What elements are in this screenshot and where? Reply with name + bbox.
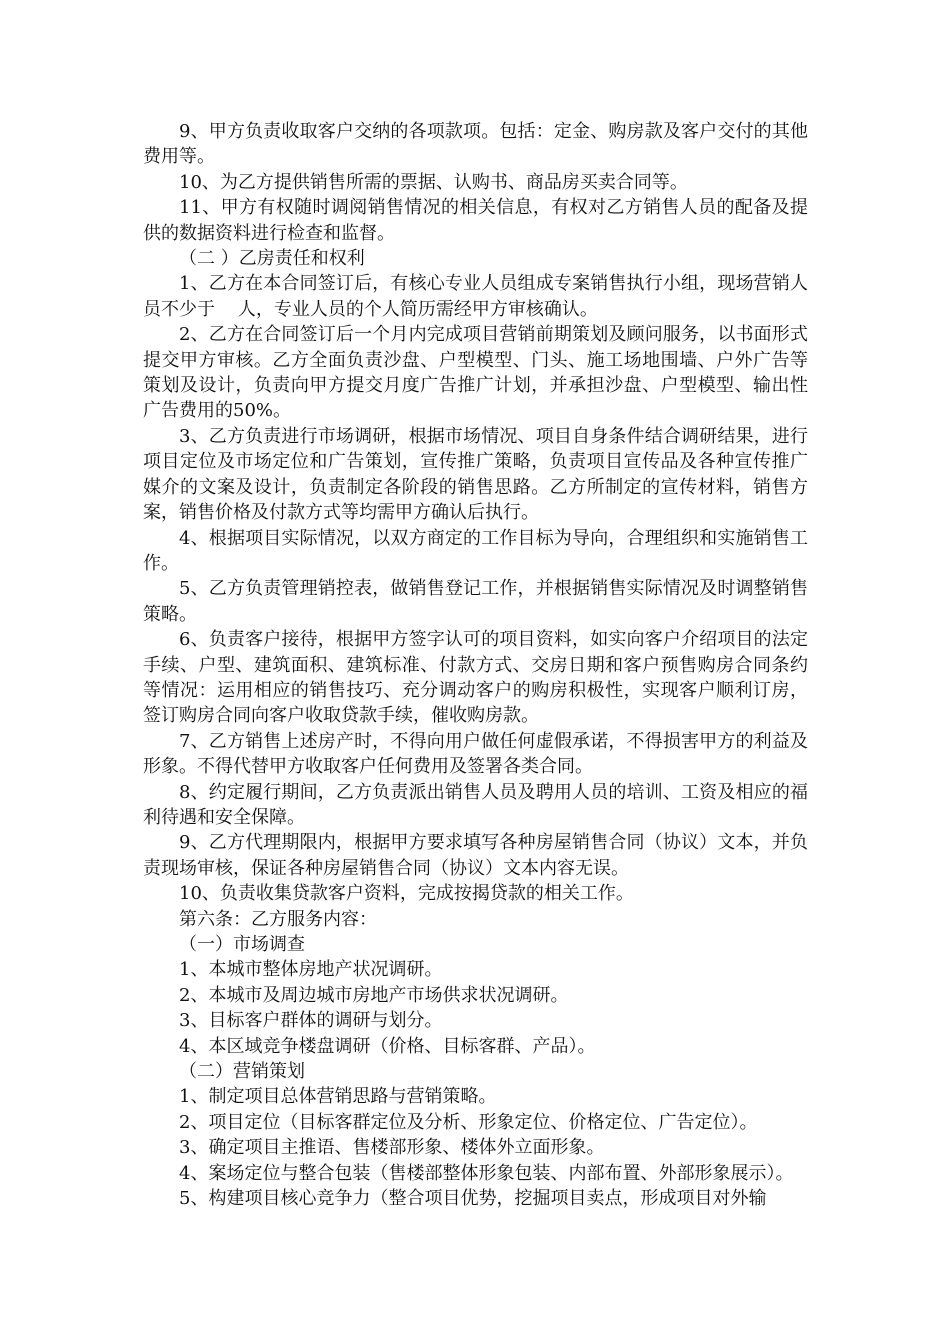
paragraph-b-clause-7: 7、乙方销售上述房产时，不得向用户做任何虚假承诺，不得损害甲方的利益及形象。不得代替甲方收取客户任何费用及签署各类合同。	[143, 730, 808, 778]
paragraph-b-clause-6: 6、负责客户接待，根据甲方签字认可的项目资料，如实向客户介绍项目的法定手续、户型、建筑面积、建筑标准、付款方式、交房日期和客户预售购房合同条约等情况：运用相应的销售技巧、充分调动客户的购房积极性，实现客户顺利订房，签订购房合同向客户收取贷款手续，催收购房款。	[143, 629, 808, 727]
list-item-plan-2: 2、项目定位（目标客群定位及分析、形象定位、价格定位、广告定位）。	[179, 1111, 758, 1133]
paragraph-b-clause-10: 10、负责收集贷款客户资料，完成按揭贷款的相关工作。	[179, 883, 634, 905]
paragraph-clause-10-documents: 10、为乙方提供销售所需的票据、认购书、商品房买卖合同等。	[179, 171, 688, 193]
list-item-survey-1: 1、本城市整体房地产状况调研。	[179, 959, 443, 981]
paragraph-clause-9-payments: 9、甲方负责收取客户交纳的各项款项。包括：定金、购房款及客户交付的其他费用等。	[143, 121, 808, 168]
list-item-survey-3: 3、目标客户群体的调研与划分。	[179, 1010, 443, 1032]
section-heading-marketing-plan: （二）营销策划	[179, 1061, 305, 1083]
article-six-heading: 第六条：乙方服务内容：	[179, 908, 377, 930]
paragraph-b-clause-8: 8、约定履行期间，乙方负责派出销售人员及聘用人员的培训、工资及相应的福利待遇和安全保障。	[143, 781, 808, 828]
paragraph-clause-11-supervision: 11、甲方有权随时调阅销售情况的相关信息，有权对乙方销售人员的配备及提供的数据资料进行检查和监督。	[143, 197, 808, 244]
document-page	[143, 119, 808, 1211]
paragraph-b-clause-1: 1、乙方在本合同签订后，有核心专业人员组成专案销售执行小组，现场营销人员不少于 人，专业人员的个人简历需经甲方审核确认。	[143, 273, 808, 320]
list-item-plan-3: 3、确定项目主推语、售楼部形象、楼体外立面形象。	[179, 1137, 605, 1159]
paragraph-b-clause-3: 3、乙方负责进行市场调研，根据市场情况、项目自身条件结合调研结果，进行项目定位及市场定位和广告策划，宣传推广策略，负责项目宣传品及各种宣传推广媒介的文案及设计，负责制定各阶段的销售思路。乙方所制定的宣传材料，销售方案，销售价格及付款方式等均需甲方确认后执行。	[143, 425, 808, 524]
section-heading-market-survey: （一）市场调查	[179, 934, 305, 955]
list-item-plan-4: 4、案场定位与整合包装（售楼部整体形象包装、内部布置、外部形象展示）。	[179, 1162, 794, 1184]
paragraph-b-clause-2: 2、乙方在合同签订后一个月内完成项目营销前期策划及顾问服务，以书面形式提交甲方审核。乙方全面负责沙盘、户型模型、门头、施工场地围墙、户外广告等策划及设计，负责向甲方提交月度广告推广计划，并承担沙盘、户型模型、输出性广告费用的50%。	[143, 324, 808, 422]
paragraph-b-clause-9: 9、乙方代理期限内，根据甲方要求填写各种房屋销售合同（协议）文本，并负责现场审核，保证各种房屋销售合同（协议）文本内容无误。	[143, 832, 808, 879]
list-item-survey-2: 2、本城市及周边城市房地产市场供求状况调研。	[179, 984, 569, 1006]
paragraph-b-clause-5: 5、乙方负责管理销控表，做销售登记工作，并根据销售实际情况及时调整销售策略。	[143, 578, 808, 625]
list-item-plan-1: 1、制定项目总体营销思路与营销策略。	[179, 1086, 497, 1108]
list-item-plan-5: 5、构建项目核心竞争力（整合项目优势，挖掘项目卖点，形成项目对外输	[179, 1188, 767, 1210]
section-heading-party-b-duties: （二 ）乙房责任和权利	[179, 248, 365, 270]
list-item-survey-4: 4、本区域竞争楼盘调研（价格、目标客群、产品）。	[179, 1035, 596, 1057]
paragraph-b-clause-4: 4、根据项目实际情况，以双方商定的工作目标为导向，合理组织和实施销售工作。	[143, 527, 808, 574]
